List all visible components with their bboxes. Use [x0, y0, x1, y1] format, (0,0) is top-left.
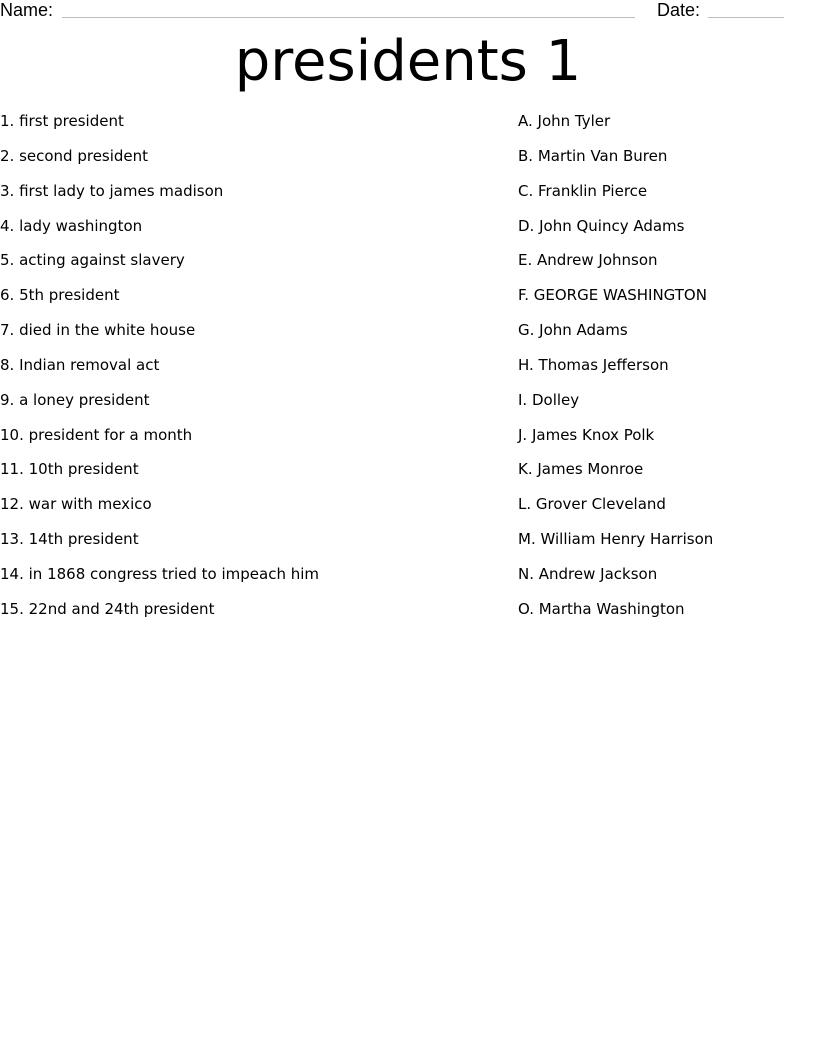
date-label: Date:: [657, 0, 701, 20]
answers-list: [518, 110, 808, 633]
answer-item: J. James Knox Polk: [518, 425, 655, 444]
question-item: 4. lady washington: [0, 216, 143, 235]
question-item: 5. acting against slavery: [0, 251, 185, 270]
answer-item: O. Martha Washington: [518, 599, 685, 618]
question-item: 2. second president: [0, 146, 149, 165]
page-title: presidents 1: [234, 29, 582, 94]
question-item: 12. war with mexico: [0, 495, 152, 514]
question-item: 8. Indian removal act: [0, 355, 160, 374]
name-blank-line: [62, 17, 635, 18]
answer-item: D. John Quincy Adams: [518, 216, 685, 235]
question-item: 11. 10th president: [0, 460, 139, 479]
answer-item: E. Andrew Johnson: [518, 251, 658, 270]
answer-item: I. Dolley: [518, 390, 580, 409]
name-label: Name:: [0, 0, 54, 20]
question-item: 3. first lady to james madison: [0, 181, 224, 200]
question-item: 9. a loney president: [0, 390, 150, 409]
answer-item: H. Thomas Jefferson: [518, 355, 669, 374]
question-item: 10. president for a month: [0, 425, 193, 444]
worksheet-header: [0, 0, 816, 24]
question-item: 7. died in the white house: [0, 321, 196, 340]
date-blank-line: [708, 17, 784, 18]
answer-item: C. Franklin Pierce: [518, 181, 648, 200]
question-item: 6. 5th president: [0, 286, 120, 305]
answer-item: B. Martin Van Buren: [518, 146, 668, 165]
answer-item: N. Andrew Jackson: [518, 564, 658, 583]
answer-item: K. James Monroe: [518, 460, 644, 479]
answer-item: M. William Henry Harrison: [518, 530, 714, 549]
questions-list: [0, 110, 500, 633]
answer-item: L. Grover Cleveland: [518, 495, 666, 514]
answer-item: F. GEORGE WASHINGTON: [518, 286, 707, 305]
answer-item: G. John Adams: [518, 321, 628, 340]
question-item: 14. in 1868 congress tried to impeach him: [0, 564, 320, 583]
question-item: 13. 14th president: [0, 530, 139, 549]
question-item: 15. 22nd and 24th president: [0, 599, 215, 618]
question-item: 1. first president: [0, 112, 124, 130]
answer-item: A. John Tyler: [518, 112, 611, 130]
